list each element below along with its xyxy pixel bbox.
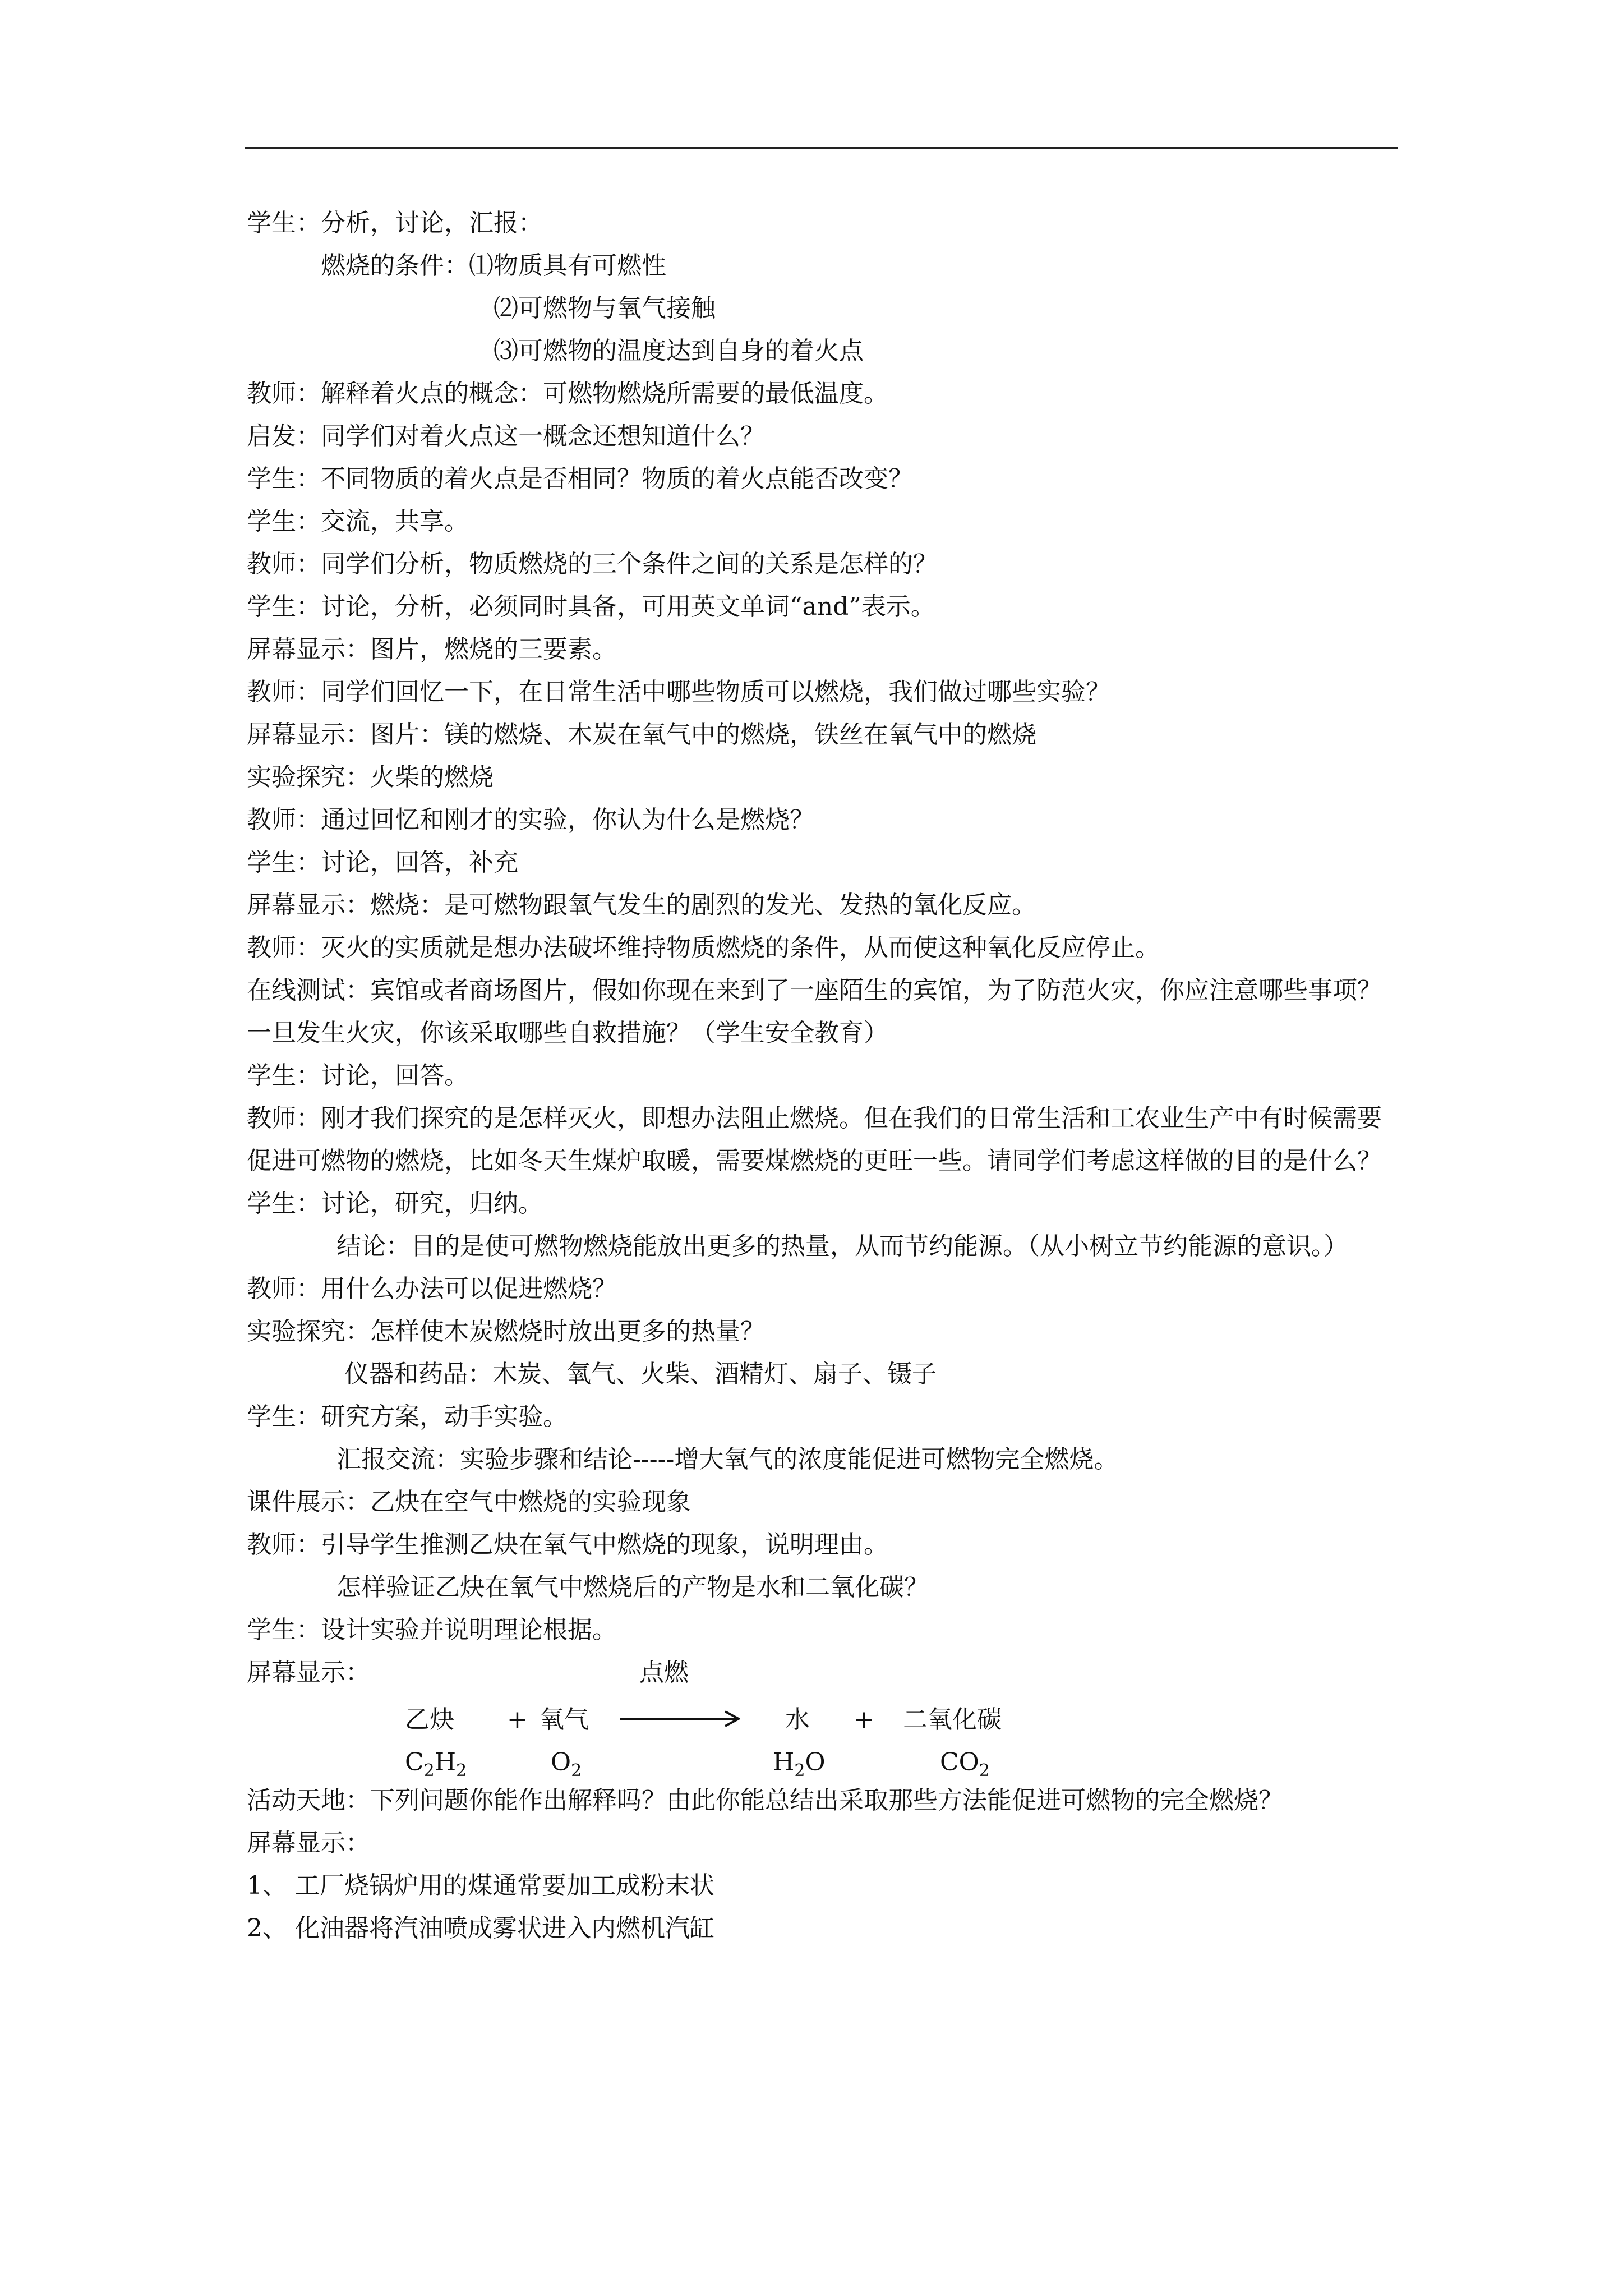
product-name: 二氧化碳 [903, 1705, 1002, 1734]
text-line: 燃烧的条件：⑴物质具有可燃性 [321, 251, 666, 280]
text-line: 实验探究：火柴的燃烧 [247, 763, 494, 792]
text-line: 课件展示：乙炔在空气中燃烧的实验现象 [247, 1488, 691, 1516]
text-line: 实验探究：怎样使木炭燃烧时放出更多的热量？ [247, 1317, 765, 1346]
text-paragraph: 结论：目的是使可燃物燃烧能放出更多的热量，从而节约能源。（从小树立节约能源的意识。） [336, 1232, 1348, 1260]
text-line: 汇报交流：实验步骤和结论-----增大氧气的浓度能促进可燃物完全燃烧。 [336, 1445, 1119, 1474]
text-line: 教师：同学们回忆一下，在日常生活中哪些物质可以燃烧，我们做过哪些实验？ [247, 678, 1110, 706]
text-line: 学生：讨论，研究，归纳。 [247, 1189, 543, 1218]
formula: $H_2O$ [773, 1748, 826, 1780]
list-item: 2、 化油器将汽油喷成雾状进入内燃机汽缸 [247, 1914, 714, 1943]
text-line: 教师：用什么办法可以促进燃烧？ [247, 1274, 617, 1303]
text-line: 屏幕显示：图片：镁的燃烧、木炭在氧气中的燃烧，铁丝在氧气中的燃烧 [247, 720, 1036, 749]
text-line: 仪器和药品：木炭、氧气、火柴、酒精灯、扇子、镊子 [344, 1360, 937, 1388]
text-line: 教师：通过回忆和刚才的实验，你认为什么是燃烧？ [247, 806, 814, 834]
text-line: 教师：解释着火点的概念：可燃物燃烧所需要的最低温度。 [247, 379, 888, 408]
text-line: 怎样验证乙炔在氧气中燃烧后的产物是水和二氧化碳？ [336, 1573, 929, 1602]
text-line: ⑵可燃物与氧气接触 [494, 294, 716, 323]
formula: $C_2H_2$ [405, 1748, 467, 1780]
text-line: 学生：讨论，分析，必须同时具备，可用英文单词“and”表示。 [247, 592, 935, 621]
text-line: 教师：同学们分析，物质燃烧的三个条件之间的关系是怎样的？ [247, 550, 938, 578]
text-line: 学生：研究方案，动手实验。 [247, 1402, 568, 1431]
reactant-name: 乙炔 [405, 1705, 454, 1734]
text-line: ⑶可燃物的温度达到自身的着火点 [494, 337, 864, 365]
reactant-name: 氧气 [540, 1705, 589, 1734]
plus-sign: + [507, 1705, 528, 1734]
formula: $O_2$ [551, 1748, 582, 1780]
document-body [247, 202, 1402, 1950]
text-line: 启发：同学们对着火点这一概念还想知道什么？ [247, 422, 765, 450]
text-line: 教师：灭火的实质就是想办法破坏维持物质燃烧的条件，从而使这种氧化反应停止。 [247, 933, 1160, 962]
text-line: 屏幕显示： [247, 1829, 370, 1857]
text-line: 学生：交流，共享。 [247, 507, 469, 536]
product-name: 水 [785, 1705, 810, 1734]
text-line: 教师：引导学生推测乙炔在氧气中燃烧的现象，说明理由。 [247, 1530, 888, 1559]
reaction-arrow-icon [620, 1709, 740, 1728]
plus-sign: + [854, 1705, 874, 1734]
text-line: 屏幕显示：燃烧：是可燃物跟氧气发生的剧烈的发光、发热的氧化反应。 [247, 891, 1036, 919]
formula: $CO_2$ [940, 1748, 990, 1780]
text-line: 学生：讨论，回答。 [247, 1061, 469, 1090]
text-line: 学生：设计实验并说明理论根据。 [247, 1616, 617, 1644]
equation-label: 屏幕显示： [247, 1658, 370, 1687]
text-line: 学生：分析，讨论，汇报： [247, 209, 543, 237]
text-line: 屏幕显示：图片，燃烧的三要素。 [247, 635, 617, 664]
header-rule [245, 147, 1398, 149]
reaction-condition: 点燃 [639, 1658, 689, 1687]
chemical-equation [247, 1651, 1402, 1779]
text-line: 学生：讨论，回答，补充 [247, 848, 518, 877]
text-paragraph: 在线测试：宾馆或者商场图片，假如你现在来到了一座陌生的宾馆，为了防范火灾，你应注意哪些事项？一旦发生火灾，你该采取哪些自救措施？（学生安全教育） [247, 976, 1382, 1047]
text-paragraph: 教师：刚才我们探究的是怎样灭火，即想办法阻止燃烧。但在我们的日常生活和工农业生产中有时候需要促进可燃物的燃烧，比如冬天生煤炉取暖，需要煤燃烧的更旺一些。请同学们考虑这样做的目的是什么？ [247, 1104, 1382, 1175]
text-line: 学生：不同物质的着火点是否相同？物质的着火点能否改变？ [247, 464, 913, 493]
text-paragraph: 活动天地：下列问题你能作出解释吗？由此你能总结出采取那些方法能促进可燃物的完全燃烧？ [247, 1786, 1283, 1815]
list-item: 1、 工厂烧锅炉用的煤通常要加工成粉末状 [247, 1871, 714, 1900]
